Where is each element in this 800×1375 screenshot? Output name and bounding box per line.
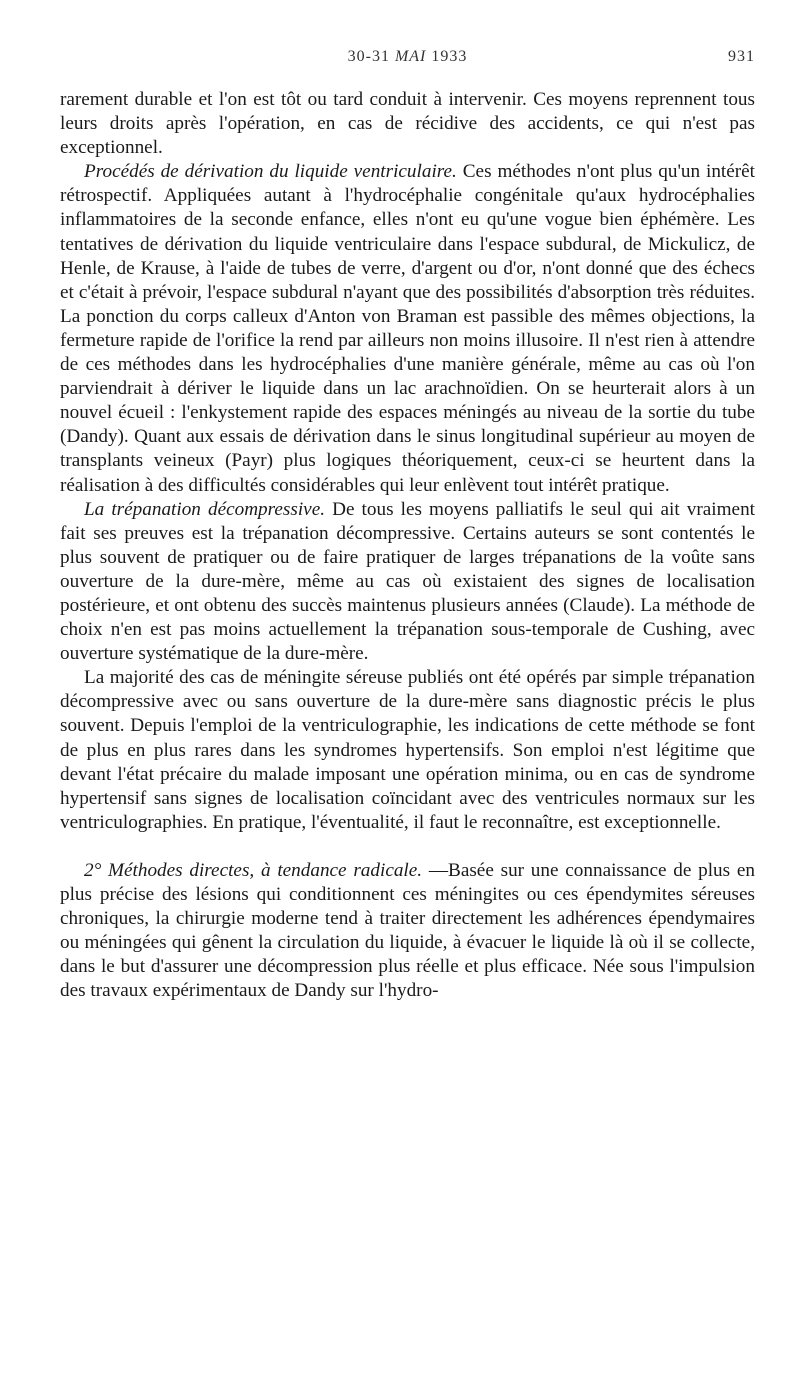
section-heading-direct-methods: 2° Méthodes directes, à tendance radicale. <box>84 859 423 881</box>
header-year: 1933 <box>431 48 468 65</box>
paragraph-1 <box>60 88 755 160</box>
page <box>60 48 755 1003</box>
running-header <box>60 48 755 88</box>
section-spacer <box>60 835 755 859</box>
paragraph-4-text: La majorité des cas de méningite séreuse publiés ont été opérés par simple trépanation décompressive avec ou sans ouverture de la dure-mère sans diagnostic précis le plus souvent. Depuis l'emploi de la ventriculographie, les indications de cette méthode se font de plus en plus rares dans les syndromes hypertensifs. Son emploi n'est légitime que devant l'état précaire du malade imposant une opération minima, ou en cas de syndrome hypertensif sans signes de localisation coïncidant avec des ventricules normaux sur les ventriculographies. En pratique, l'éventualité, il faut le reconnaître, est exceptionnelle. <box>60 667 755 833</box>
paragraph-2 <box>60 160 755 497</box>
paragraph-5 <box>60 859 755 1004</box>
paragraph-3 <box>60 498 755 667</box>
paragraph-1-text: rarement durable et l'on est tôt ou tard conduit à intervenir. Ces moyens reprennent tous leurs droits après l'opération, en cas de récidive des accidents, ce qui n'est pas exceptionnel. <box>60 89 755 159</box>
paragraph-3-text: De tous les moyens palliatifs le seul qui ait vraiment fait ses preuves est la trépanation décompressive. Certains auteurs se sont contentés le plus souvent de pratiquer ou de faire pratiquer de larges trépanations de la voûte sans ouverture de la dure-mère, même au cas où existaient des signes de localisation postérieure, et ont obtenu des succès maintenus plusieurs années (Claude). La méthode de choix n'en est pas moins actuellement la trépanation sous-temporale de Cushing, avec ouverture systématique de la dure-mère. <box>60 498 755 665</box>
page-number: 931 <box>728 48 755 65</box>
running-title <box>60 48 755 66</box>
section-heading-trepanation: La trépanation décompressive. <box>84 498 326 520</box>
section-heading-derivation: Procédés de dérivation du liquide ventriculaire. <box>84 161 457 183</box>
header-month: MAI <box>394 48 427 65</box>
paragraph-5-text: —Basée sur une connaissance de plus en plus précise des lésions qui conditionnent ces méningites ou ces épendymites séreuses chroniques, la chirurgie moderne tend à traiter directement les adhérences épendymaires ou méningées qui gênent la circulation du liquide, à évacuer le liquide là où il se collecte, dans le but d'assurer une décompression plus réelle et plus efficace. Née sous l'impulsion des travaux expérimentaux de Dandy sur l'hydro- <box>60 859 755 1002</box>
paragraph-4 <box>60 666 755 835</box>
paragraph-2-text: Ces méthodes n'ont plus qu'un intérêt rétrospectif. Appliquées autant à l'hydrocéphalie congénitale qu'aux hydrocéphalies inflammatoires de la seconde enfance, elles n'ont eu qu'une vogue bien éphémère. Les tentatives de dérivation du liquide ventriculaire dans l'espace subdural, de Mickulicz, de Henle, de Krause, à l'aide de tubes de verre, d'argent ou d'or, n'ont donné que des échecs et c'était à prévoir, l'espace subdural n'ayant que des possibilités d'absorption très réduites. La ponction du corps calleux d'Anton von Braman est passible des mêmes objections, la fermeture rapide de l'orifice la rend par ailleurs non moins illusoire. Il n'est rien à attendre de ces méthodes dans les hydrocéphalies d'une manière générale, même au cas où l'on parviendrait à dériver le liquide dans un lac arachnoïdien. On se heurterait alors à un nouvel écueil : l'enkystement rapide des espaces méningés au niveau de la sortie du tube (Dandy). Quant aux essais de dérivation dans le sinus longitudinal supérieur au moyen de transplants veineux (Payr) plus logiques théoriquement, ceux-ci se heurtent dans la réalisation à des difficultés considérables qui leur enlèvent tout intérêt pratique. <box>60 161 756 496</box>
header-date: 30-31 <box>347 48 390 65</box>
